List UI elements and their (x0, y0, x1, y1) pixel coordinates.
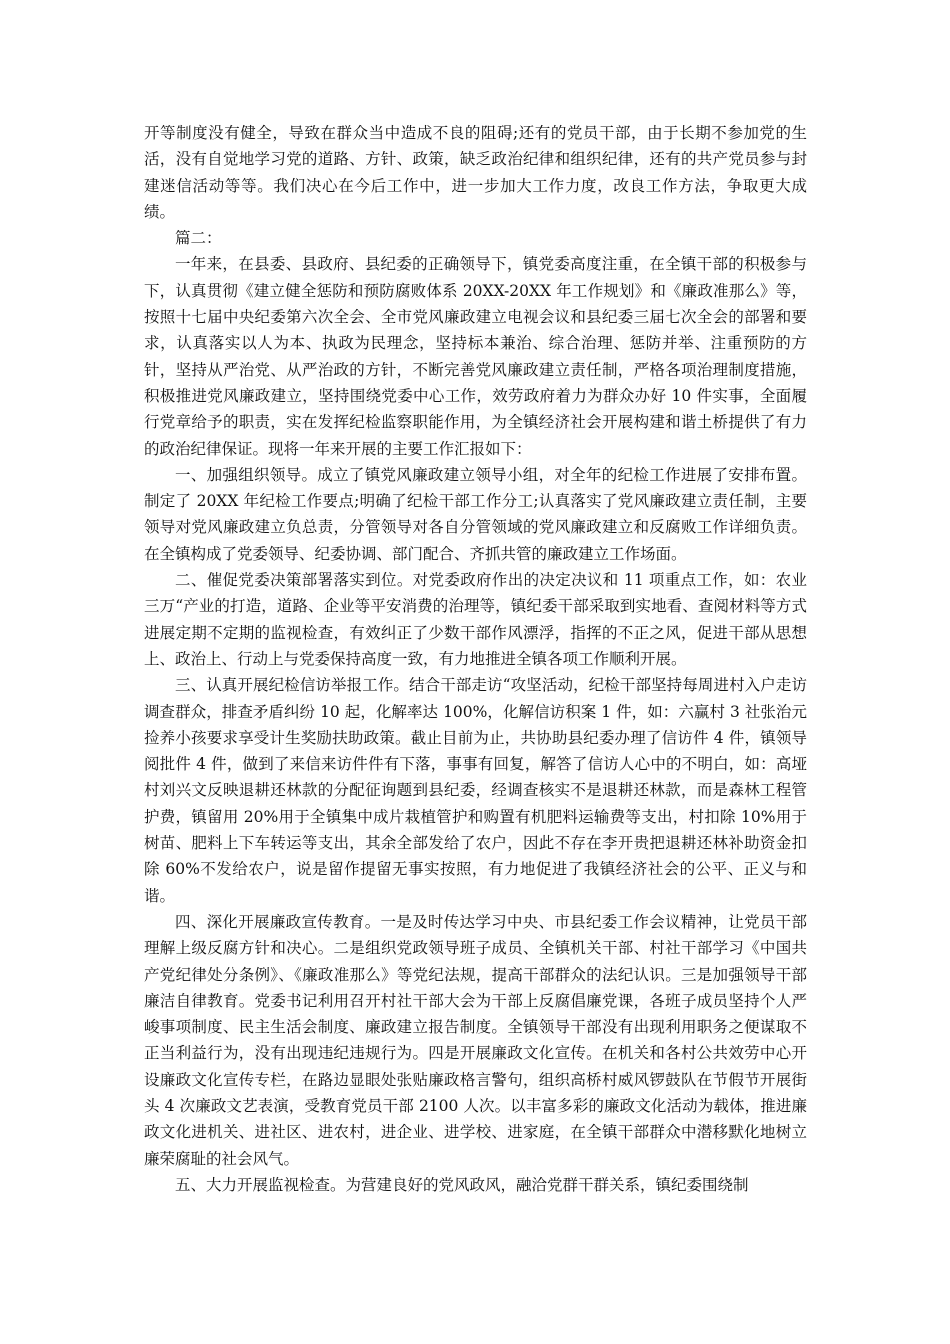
paragraph-continuation: 开等制度没有健全，导致在群众当中造成不良的阻碍;还有的党员干部，由于长期不参加党的生活，没有自觉地学习党的道路、方针、政策，缺乏政治纪律和组织纪律，还有的共产党员参与封建迷信活动等等。我们决心在今后工作中，进一步加大工作力度，改良工作方法，争取更大成绩。 (144, 124, 807, 221)
paragraph-intro: 一年来，在县委、县政府、县纪委的正确领导下，镇党委高度注重，在全镇干部的积极参与下，认真贯彻《建立健全惩防和预防腐败体系 20XX-20XX 年工作规划》和《廉政准那么》等，按照十七届中央纪委第六次全会、全市党风廉政建立电视会议和县纪委三届七次全会的部署和要求，认真落实以人为本、执政为民理念，坚持标本兼治、综合治理、惩防并举、注重预防的方针，坚持从严治党、从严治政的方针，不断完善党风廉政建立责任制，严格各项治理制度措施，积极推进党风廉政建立，坚持围绕党委中心工作，效劳政府着力为群众办好 10 件实事，全面履行党章给予的职责，实在发挥纪检监察职能作用，为全镇经济社会开展构建和谐土桥提供了有力的政治纪律保证。现将一年来开展的主要工作汇报如下： (144, 255, 807, 458)
paragraph-item-4: 四、深化开展廉政宣传教育。一是及时传达学习中央、市县纪委工作会议精神，让党员干部理解上级反腐方针和决心。二是组织党政领导班子成员、全镇机关干部、村社干部学习《中国共产党纪律处分条例》、《廉政准那么》等党纪法规，提高干部群众的法纪认识。三是加强领导干部廉洁自律教育。党委书记利用召开村社干部大会为干部上反腐倡廉党课，各班子成员坚持个人严峻事项制度、民主生活会制度、廉政建立报告制度。全镇领导干部没有出现利用职务之便谋取不正当利益行为，没有出现违纪违规行为。四是开展廉政文化宣传。在机关和各村公共效劳中心开设廉政文化宣传专栏，在路边显眼处张贴廉政格言警句，组织高桥村威风锣鼓队在节假节开展街头 4 次廉政文艺表演，受教育党员干部 2100 人次。以丰富多彩的廉政文化活动为载体，推进廉政文化进机关、进社区、进农村，进企业、进学校、进家庭，在全镇干部群众中潜移默化地树立廉荣腐耻的社会风气。 (144, 912, 807, 1168)
section-heading-part-two: 篇二： (175, 229, 222, 248)
document-body (144, 120, 807, 1198)
paragraph-item-3: 三、认真开展纪检信访举报工作。结合干部走访“攻坚活动，纪检干部坚持每周进村入户走访调查群众，排查矛盾纠纷 10 起，化解率达 100%，化解信访积案 1 件，如：六赢村 3 社张治元捡养小孩要求享受计生奖励扶助政策。截止目前为止，共协助县纪委办理了信访件 4 件，镇领导阅批件 4 件，做到了来信来访件件有下落，事事有回复，解答了信访人心中的不明白，如：高垭村刘兴文反映退耕还林款的分配征询题到县纪委，经调查核实不是退耕还林款，而是森林工程管护费，镇留用 20%用于全镇集中成片栽植管护和购置有机肥料运输费等支出，村扣除 10%用于树苗、肥料上下车转运等支出，其余全部发给了农户，因此不存在李开贵把退耕还林补助资金扣除 60%不发给农户，说是留作提留无事实按照，有力地促进了我镇经济社会的公平、正义与和谐。 (144, 676, 807, 905)
paragraph-item-1: 一、加强组织领导。成立了镇党风廉政建立领导小组，对全年的纪检工作进展了安排布置。制定了 20XX 年纪检工作要点;明确了纪检干部工作分工;认真落实了党风廉政建立责任制，主要领导对党风廉政建立负总责，分管领导对各自分管领域的党风廉政建立和反腐败工作详细负责。在全镇构成了党委领导、纪委协调、部门配合、齐抓共管的廉政建立工作场面。 (144, 465, 807, 563)
paragraph-item-5: 五、大力开展监视检查。为营建良好的党风政风，融洽党群干群关系，镇纪委围绕制 (175, 1175, 749, 1194)
paragraph-item-2: 二、催促党委决策部署落实到位。对党委政府作出的决定决议和 11 项重点工作，如：农业三万“产业的打造，道路、企业等平安消费的治理等，镇纪委干部采取到实地看、查阅材料等方式进展定期不定期的监视检查，有效纠正了少数干部作风漂浮，指挥的不正之风，促进干部从思想上、政治上、行动上与党委保持高度一致，有力地推进全镇各项工作顺利开展。 (144, 571, 807, 668)
